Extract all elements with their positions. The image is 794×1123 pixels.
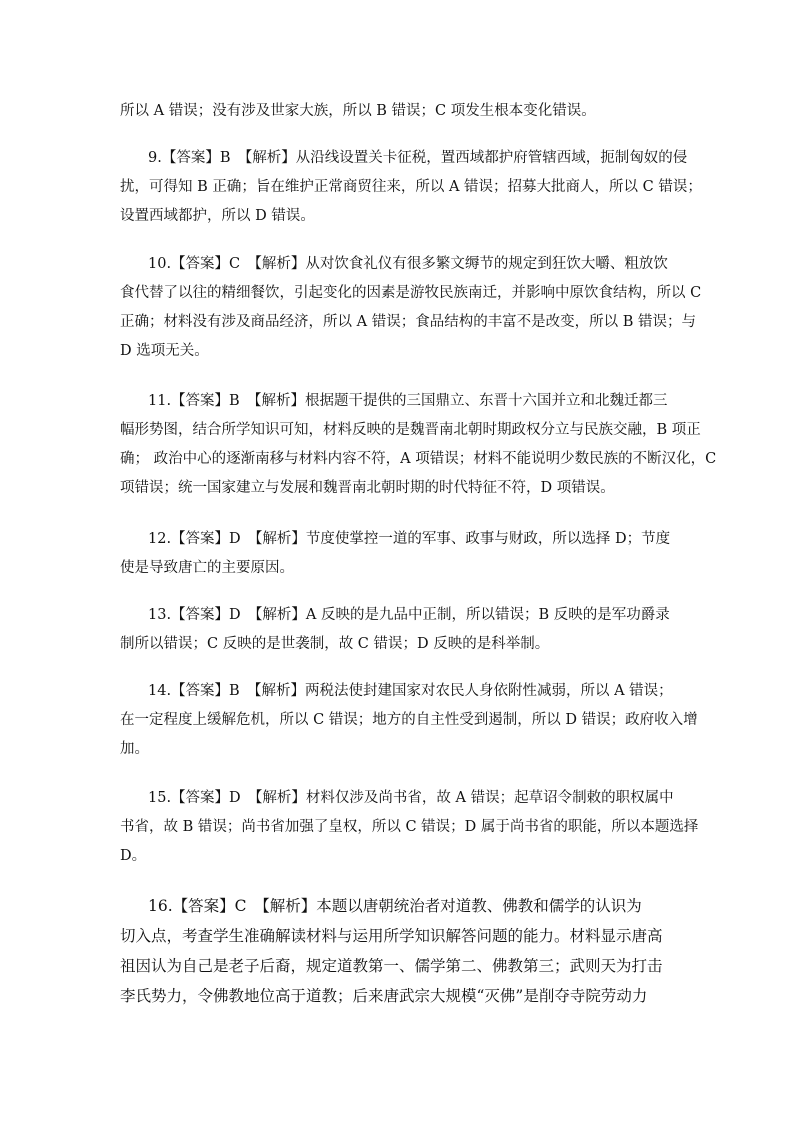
answer-16: [120, 891, 680, 1011]
text-line: 扰，可得知 B 正确；旨在维护正常商贸往来，所以 A 错误；招募大批商人，所以 C 错误；: [120, 179, 702, 195]
text-line: 幅形势图，结合所学知识可知，材料反映的是魏晋南北朝时期政权分立与民族交融，B 项正: [120, 422, 701, 438]
text-line: 16.【答案】C 【解析】本题以唐朝统治者对道教、佛教和儒学的认识为: [148, 897, 642, 915]
text-line: 加。: [120, 741, 149, 757]
answer-11: [120, 387, 717, 503]
answer-9: [120, 144, 702, 231]
answer-13: [120, 601, 680, 659]
text-line: 所以 A 错误；没有涉及世家大族，所以 B 错误；C 项发生根本变化错误。: [120, 103, 596, 119]
text-line: 使是导致唐亡的主要原因。: [120, 560, 294, 576]
text-line: 14.【答案】B 【解析】两税法使封建国家对农民人身依附性减弱，所以 A 错误；: [148, 683, 673, 699]
text-line: 9.【答案】B 【解析】从沿线设置关卡征税，置西域都护府管辖西域，扼制匈奴的侵: [148, 150, 688, 166]
text-line: 在一定程度上缓解危机，所以 C 错误；地方的自主性受到遏制，所以 D 错误；政府收入增: [120, 712, 698, 728]
paragraph-continuation: [120, 97, 680, 126]
text-line: 食代替了以往的精细餐饮，引起变化的因素是游牧民族南迁，并影响中原饮食结构，所以 C: [120, 285, 702, 301]
answer-10: [120, 250, 702, 366]
text-line: 11.【答案】B 【解析】根据题干提供的三国鼎立、东晋十六国并立和北魏迁都三: [148, 393, 668, 409]
text-line: 13.【答案】D 【解析】A 反映的是九品中正制，所以错误；B 反映的是军功爵录: [148, 607, 670, 623]
text-line: 正确；材料没有涉及商品经济，所以 A 错误；食品结构的丰富不是改变，所以 B 错误；与: [120, 314, 697, 330]
text-line: 制所以错误；C 反映的是世袭制，故 C 错误；D 反映的是科举制。: [120, 636, 550, 652]
text-line: 切入点，考查学生准确解读材料与运用所学知识解答问题的能力。材料显示唐高: [120, 927, 663, 945]
text-line: 李氏势力，令佛教地位高于道教；后来唐武宗大规模“灭佛”是削夺寺院劳动力: [120, 987, 648, 1005]
text-line: 12.【答案】D 【解析】节度使掌控一道的军事、政事与财政，所以选择 D；节度: [148, 531, 671, 547]
text-line: D。: [120, 848, 147, 864]
text-line: 设置西域都护，所以 D 错误。: [120, 208, 315, 224]
answer-15: [120, 784, 699, 871]
text-line: 确； 政治中心的逐渐南移与材料内容不符，A 项错误；材料不能说明少数民族的不断汉化，C: [120, 451, 717, 467]
text-line: 项错误；统一国家建立与发展和魏晋南北朝时期的时代特征不符，D 项错误。: [120, 480, 615, 496]
text-line: 祖因认为自己是老子后裔，规定道教第一、儒学第二、佛教第三；武则天为打击: [120, 957, 663, 975]
answer-14: [120, 677, 698, 764]
text-line: 15.【答案】D 【解析】材料仅涉及尚书省，故 A 错误；起草诏令制敕的职权属中: [148, 790, 674, 806]
text-line: 书省，故 B 错误；尚书省加强了皇权，所以 C 错误；D 属于尚书省的职能，所以本题选择: [120, 819, 699, 835]
text-line: 10.【答案】C 【解析】从对饮食礼仪有很多繁文缛节的规定到狂饮大嚼、粗放饮: [148, 256, 668, 272]
text-line: D 选项无关。: [120, 343, 209, 359]
answer-12: [120, 525, 680, 583]
